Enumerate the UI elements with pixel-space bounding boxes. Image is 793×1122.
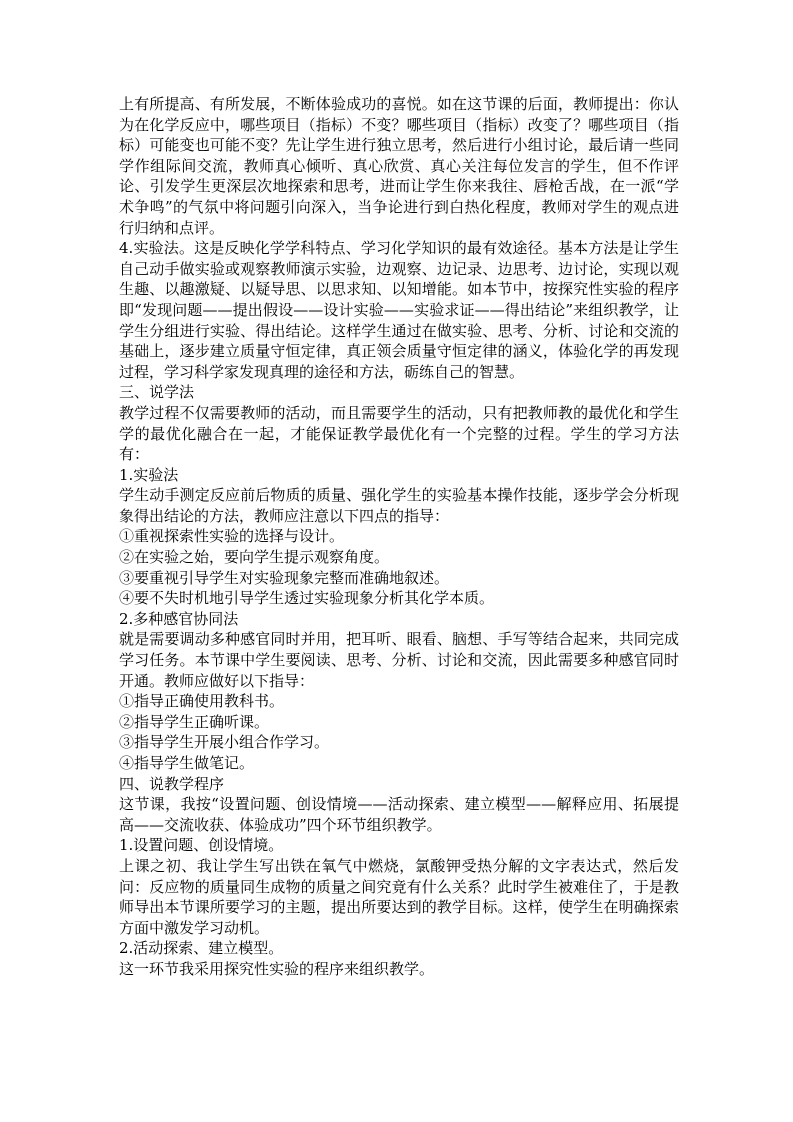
paragraph-experiment-method: 4.实验法。这是反映化学学科特点、学习化学知识的最有效途径。基本方法是让学生自己动手做实验或观察教师演示实验，边观察、边记录、边思考、边讨论，实现以观生趣、以趣激疑、以疑导思、以思求知、以知增能。如本节中，按探究性实验的程序即“发现问题——提出假设——设计实验——实验求证——得出结论”来组织教学，让学生分组进行实验、得出结论。这样学生通过在做实验、思考、分析、讨论和交流的基础上，逐步建立质量守恒定律，真正领会质量守恒定律的涵义，体验化学的再发现过程，学习科学家发现真理的途径和方法，砺练自己的智慧。 — [119, 239, 679, 381]
list-item: ④要不失时机地引导学生透过实验现象分析其化学本质。 — [119, 589, 495, 608]
paragraph-experiment-guidance: 学生动手测定反应前后物质的质量、强化学生的实验基本操作技能，逐步学会分析现象得出结论的方法，教师应注意以下四点的指导： — [119, 486, 679, 525]
list-item: ②在实验之始，要向学生提示观察角度。 — [119, 548, 390, 567]
section-heading-teaching-procedure: 四、说教学程序 — [119, 774, 225, 793]
paragraph-set-problem: 上课之初、我让学生写出铁在氧气中燃烧，氯酸钾受热分解的文字表达式，然后发问：反应物的质量同生成物的质量之间究竟有什么关系？此时学生被难住了，于是教师导出本节课所要学习的主题，提出所要达到的教学目标。这样，使学生在明确探索方面中激发学习动机。 — [119, 856, 679, 937]
list-item: ③要重视引导学生对实验现象完整而准确地叙述。 — [119, 568, 450, 587]
list-item: ②指导学生正确听课。 — [119, 712, 270, 731]
paragraph-multi-sense: 就是需要调动多种感官同时并用，把耳听、眼看、脑想、手写等结合起来，共同完成学习任务。本节课中学生要阅读、思考、分析、讨论和交流，因此需要多种感官同时开通。教师应做好以下指导： — [119, 630, 679, 690]
list-item: ①重视探索性实验的选择与设计。 — [119, 527, 345, 546]
paragraph-discussion-method: 上有所提高、有所发展，不断体验成功的喜悦。如在这节课的后面，教师提出：你认为在化学反应中，哪些项目（指标）不变？哪些项目（指标）改变了？哪些项目（指标）可能变也可能不变？先让学生进行独立思考，然后进行小组讨论，最后请一些同学作组际间交流，教师真心倾听、真心欣赏、真心关注每位发言的学生，但不作评论、引发学生更深层次地探索和思考，进而让学生你来我往、唇枪舌战，在一派“学术争鸣”的气氛中将问题引向深入，当争论进行到白热化程度，教师对学生的观点进行归纳和点评。 — [119, 95, 679, 237]
subheading-experiment-method: 1.实验法 — [119, 465, 179, 484]
section-heading-learning-method: 三、说学法 — [119, 383, 195, 402]
document-body — [119, 94, 679, 980]
paragraph-procedure-intro: 这节课，我按“设置问题、创设情境——活动探索、建立模型——解释应用、拓展提高——交流收获、体验成功”四个环节组织教学。 — [119, 795, 679, 834]
paragraph-activity-explore: 这一环节我采用探究性实验的程序来组织教学。 — [119, 959, 435, 978]
list-item: ③指导学生开展小组合作学习。 — [119, 733, 330, 752]
subheading-activity-explore: 2.活动探索、建立模型。 — [119, 939, 284, 958]
list-item: ④指导学生做笔记。 — [119, 754, 255, 772]
list-item: ①指导正确使用教科书。 — [119, 692, 285, 711]
subheading-multi-sense-method: 2.多种感官协同法 — [119, 609, 239, 628]
paragraph-learning-intro: 教学过程不仅需要教师的活动，而且需要学生的活动，只有把教师教的最优化和学生学的最优化融合在一起，才能保证教学最优化有一个完整的过程。学生的学习方法有： — [119, 403, 679, 464]
subheading-set-problem: 1.设置问题、创设情境。 — [119, 836, 284, 855]
